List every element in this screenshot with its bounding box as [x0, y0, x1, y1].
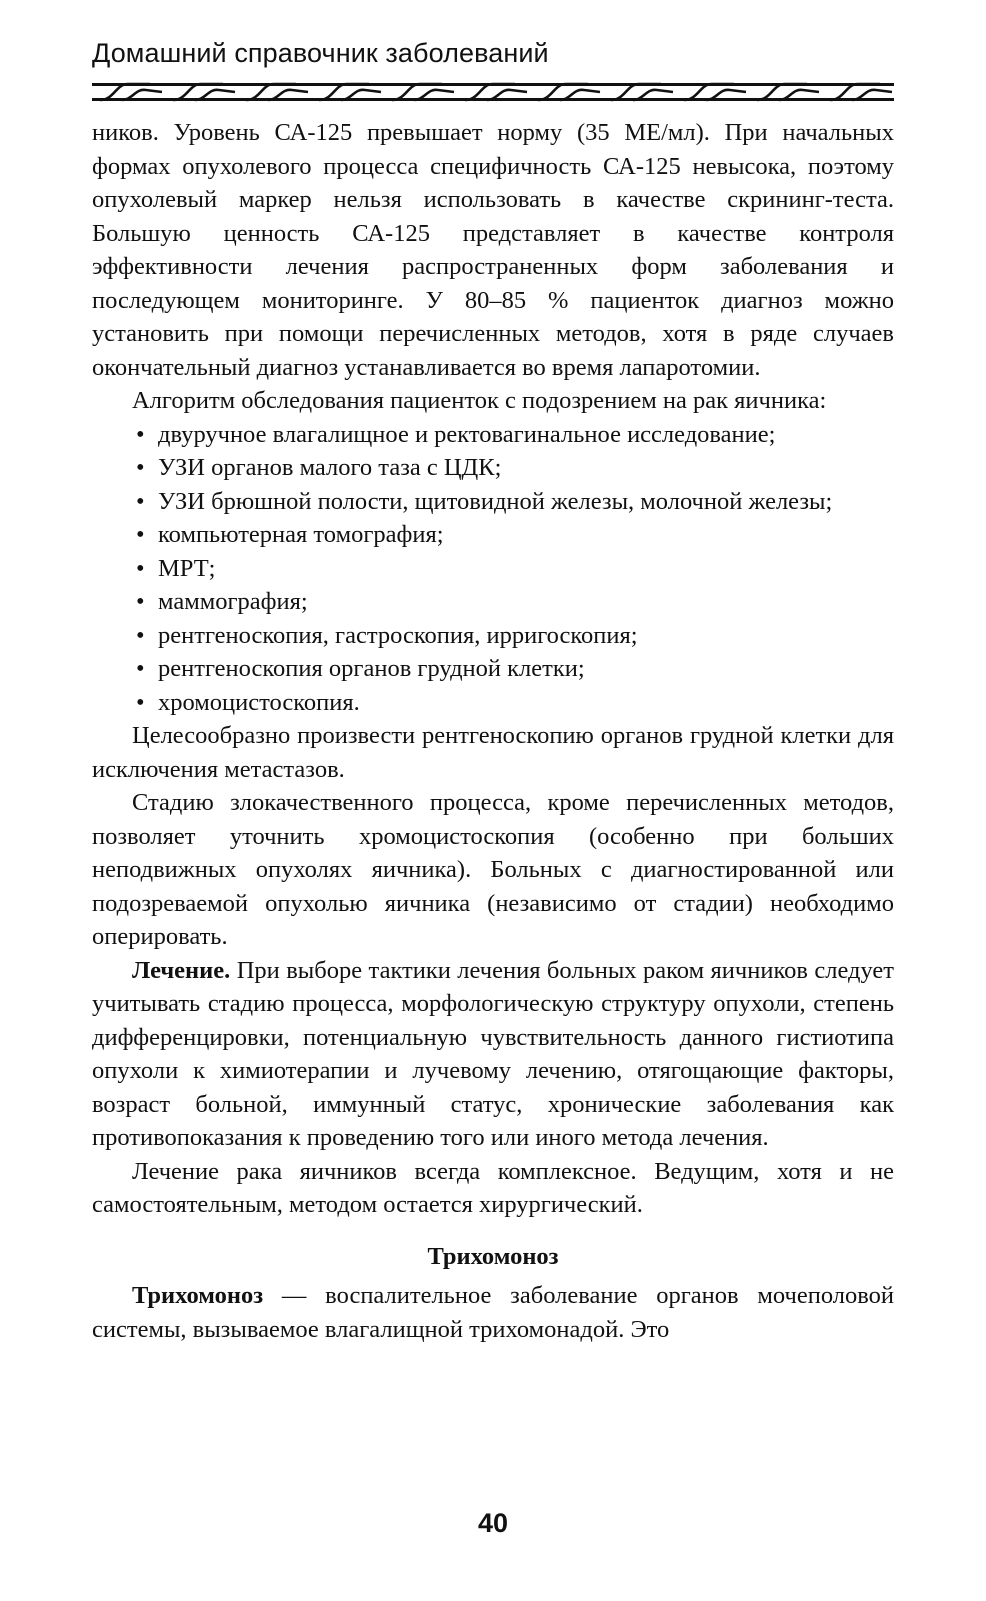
bullet-icon: •: [136, 655, 145, 682]
list-item: • УЗИ брюшной полости, щитовидной железы, молочной железы;: [92, 485, 894, 519]
list-item: • УЗИ органов малого таза с ЦДК;: [92, 451, 894, 485]
list-item: • МРТ;: [92, 552, 894, 586]
definition-lead-term: Трихомоноз: [132, 1282, 264, 1309]
bullet-icon: •: [136, 420, 145, 448]
paragraph-staging: Стадию злокачественного процесса, кроме перечисленных методов, позволяет уточнить хромоцистоскопия (особенно при больших неподвижных опухолях яичника). Больных с диагностированной или подозреваемой опухолью яичника (независимо от стадии) необходимо оперировать.: [92, 789, 894, 950]
bullet-icon: •: [136, 521, 145, 548]
header-ornament-rule: [92, 80, 894, 104]
page-number: 40: [477, 1508, 509, 1538]
paragraph-algorithm-intro: Алгоритм обследования пациенток с подозрением на рак яичника:: [132, 387, 827, 414]
bullet-icon: •: [136, 554, 145, 582]
bullet-icon: •: [136, 588, 145, 615]
page-body: [92, 116, 894, 1346]
bullet-icon: •: [136, 454, 145, 481]
paragraph-xray-recommendation: Целесообразно произвести рентгеноскопию органов грудной клетки для исключения метастазов.: [92, 722, 894, 783]
bullet-icon: •: [136, 688, 145, 716]
list-item: • маммография;: [92, 585, 894, 619]
paragraph-treatment: Лечение. При выборе тактики лечения больных раком яичников следует учитывать стадию процесса, морфологическую структуру опухоли, степень дифференцировки, потенциальную чувствительность данного гистиотипа опухоли к химиотерапии и лучевому лечению, отягощающие факторы, возраст больной, иммунный статус, хронические заболевания как противопоказания к проведению того или иного метода лечения.: [92, 956, 894, 1151]
bullet-icon: •: [136, 621, 145, 649]
treatment-lead-term: Лечение.: [132, 956, 231, 984]
running-title: Домашний справочник заболеваний: [92, 38, 549, 68]
list-item: • рентгеноскопия, гастроскопия, ирригоскопия;: [92, 619, 894, 653]
list-item: • рентгеноскопия органов грудной клетки;: [92, 652, 894, 686]
bullet-icon: •: [136, 487, 145, 515]
exam-methods-list: [92, 418, 894, 720]
paragraph-trichomoniasis-definition: Трихомоноз — воспалительное заболевание органов мочеполовой системы, вызываемое влагалищной трихомонадой. Это: [92, 1282, 894, 1343]
paragraph-continued: ников. Уровень СА-125 превышает норму (35 МЕ/мл). При начальных формах опухолевого процесса специфичность СА-125 невысока, поэтому опухолевый маркер нельзя использовать в качестве скрининг-теста. Большую ценность СА-125 представляет в качестве контроля эффективности лечения распространенных форм заболевания и последующем мониторинге. У 80–85 % пациенток диагноз можно установить при помощи перечисленных методов, хотя в ряде случаев окончательный диагноз устанавливается во время лапаротомии.: [92, 119, 894, 381]
list-item: • хромоцистоскопия.: [92, 686, 894, 720]
list-item: • компьютерная томография;: [92, 518, 894, 552]
paragraph-treatment-combined: Лечение рака яичников всегда комплексное. Ведущим, хотя и не самостоятельным, методом остается хирургический.: [92, 1157, 894, 1218]
list-item: • двуручное влагалищное и ректовагинальное исследование;: [92, 418, 894, 452]
section-heading: Трихомоноз: [427, 1242, 559, 1270]
